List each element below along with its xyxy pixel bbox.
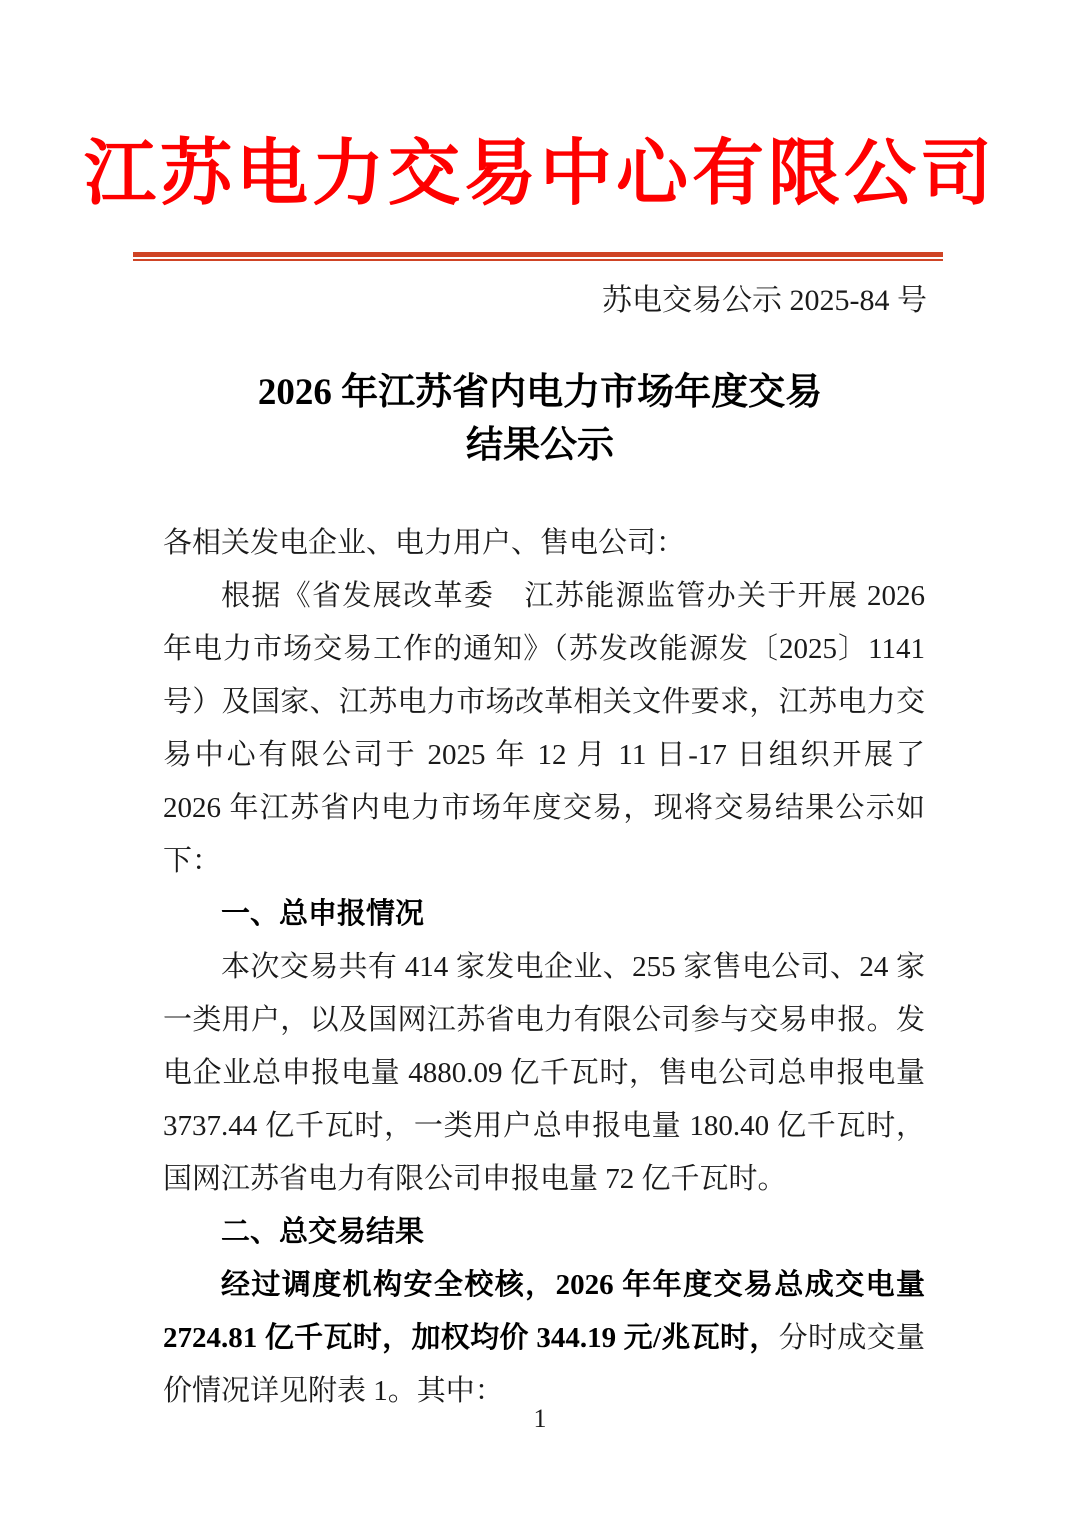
body-paragraph bbox=[163, 1259, 925, 1418]
text-segment: 根据《省发展改革委 江苏能源监管办关于开展 2026 年电力市场交易工作的通知》（苏发改能源发〔2025〕1141 号）及国家、江苏电力市场改革相关文件要求，江苏电力交易中心有限公司于 2025 年 12 月 11 日-17 日组织开展了 2026 年江苏省内电力市场年度交易，现将交易结果公示如下： bbox=[163, 580, 925, 877]
document-title-line2: 结果公示 bbox=[466, 425, 614, 466]
section-heading bbox=[163, 888, 925, 941]
document-number: 苏电交易公示 2025-84 号 bbox=[602, 284, 927, 317]
body-paragraph bbox=[163, 941, 925, 1206]
text-segment-bold: 一、总申报情况 bbox=[221, 898, 425, 930]
text-segment: 本次交易共有 414 家发电企业、255 家售电公司、24 家一类用户，以及国网江苏省电力有限公司参与交易申报。发电企业总申报电量 4880.09 亿千瓦时，售电公司总申报电量 3737.44 亿千瓦时，一类用户总申报电量 180.40 亿千瓦时，国网江苏省电力有限公司申报电量 72 亿千瓦时。 bbox=[163, 951, 925, 1195]
document-body bbox=[163, 517, 925, 1418]
text-segment-bold: 经过调度机构安全校核，2026 年年度交易总成交电量 2724.81 亿千瓦时，加权均价 344.19 元/兆瓦时， bbox=[163, 1269, 925, 1354]
body-paragraph bbox=[163, 570, 925, 888]
page-number: 1 bbox=[533, 1404, 547, 1433]
letterhead-rule bbox=[133, 252, 943, 261]
salutation-line bbox=[163, 517, 925, 570]
text-segment-bold: 二、总交易结果 bbox=[221, 1216, 425, 1248]
letterhead-title: 江苏电力交易中心有限公司 bbox=[83, 134, 996, 214]
document-title bbox=[0, 366, 1080, 472]
document-title-line1: 2026 年江苏省内电力市场年度交易 bbox=[257, 372, 823, 413]
section-heading bbox=[163, 1206, 925, 1259]
text-segment: 分时成交量价情况详见附表 1。其中： bbox=[163, 1322, 925, 1407]
text-segment: 各相关发电企业、电力用户、售电公司： bbox=[163, 527, 686, 559]
